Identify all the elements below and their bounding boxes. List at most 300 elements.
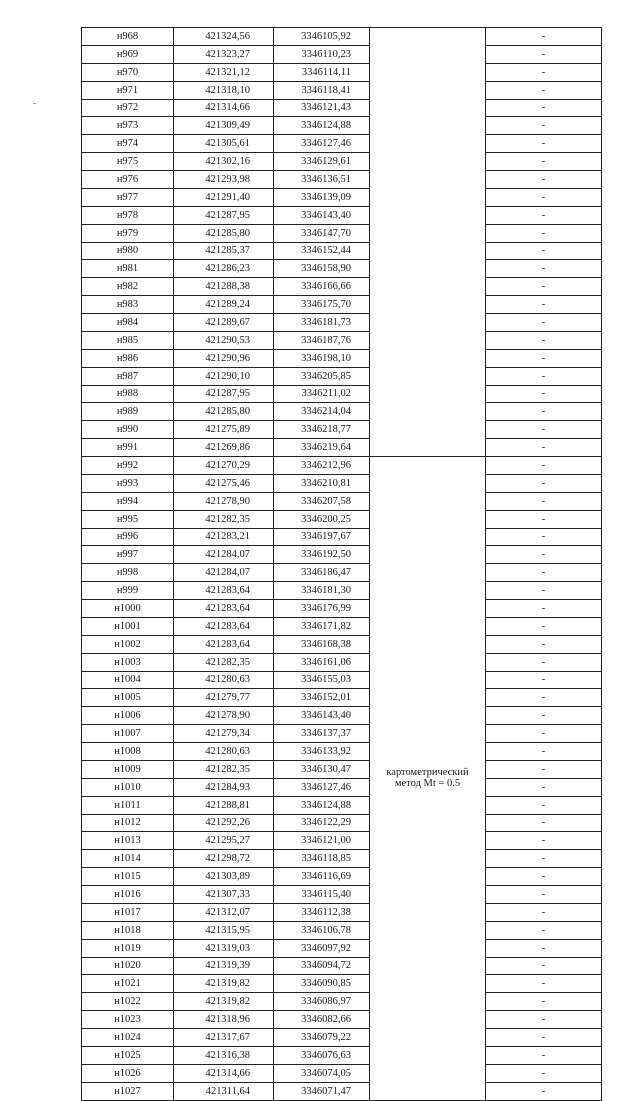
table-row bbox=[82, 314, 602, 332]
x-coordinate-cell: 421269,86 bbox=[174, 439, 274, 457]
y-coordinate-cell: 3346166,66 bbox=[274, 278, 370, 296]
note-cell: - bbox=[486, 528, 602, 546]
point-id-cell: н1017 bbox=[82, 903, 174, 921]
note-cell: - bbox=[486, 546, 602, 564]
point-id-cell: н991 bbox=[82, 439, 174, 457]
point-id-cell: н1005 bbox=[82, 689, 174, 707]
note-cell: - bbox=[486, 224, 602, 242]
x-coordinate-cell: 421284,07 bbox=[174, 546, 274, 564]
point-id-cell: н979 bbox=[82, 224, 174, 242]
point-id-cell: н997 bbox=[82, 546, 174, 564]
point-id-cell: н1007 bbox=[82, 725, 174, 743]
table-row bbox=[82, 439, 602, 457]
x-coordinate-cell: 421303,89 bbox=[174, 868, 274, 886]
point-id-cell: н1012 bbox=[82, 814, 174, 832]
y-coordinate-cell: 3346110,23 bbox=[274, 45, 370, 63]
note-cell: - bbox=[486, 617, 602, 635]
y-coordinate-cell: 3346121,43 bbox=[274, 99, 370, 117]
y-coordinate-cell: 3346187,76 bbox=[274, 331, 370, 349]
point-id-cell: н973 bbox=[82, 117, 174, 135]
table-row bbox=[82, 725, 602, 743]
note-cell: - bbox=[486, 28, 602, 46]
y-coordinate-cell: 3346079,22 bbox=[274, 1029, 370, 1047]
note-cell: - bbox=[486, 45, 602, 63]
x-coordinate-cell: 421291,40 bbox=[174, 188, 274, 206]
point-id-cell: н981 bbox=[82, 260, 174, 278]
y-coordinate-cell: 3346143,40 bbox=[274, 206, 370, 224]
table-row bbox=[82, 796, 602, 814]
note-cell: - bbox=[486, 886, 602, 904]
y-coordinate-cell: 3346114,11 bbox=[274, 63, 370, 81]
note-cell: - bbox=[486, 117, 602, 135]
y-coordinate-cell: 3346118,41 bbox=[274, 81, 370, 99]
note-cell: - bbox=[486, 921, 602, 939]
table-row bbox=[82, 1064, 602, 1082]
table-row bbox=[82, 492, 602, 510]
y-coordinate-cell: 3346186,47 bbox=[274, 564, 370, 582]
table-row bbox=[82, 743, 602, 761]
table-row bbox=[82, 957, 602, 975]
point-id-cell: н1019 bbox=[82, 939, 174, 957]
x-coordinate-cell: 421290,10 bbox=[174, 367, 274, 385]
table-row bbox=[82, 939, 602, 957]
note-cell: - bbox=[486, 1046, 602, 1064]
table-row bbox=[82, 188, 602, 206]
table-row bbox=[82, 814, 602, 832]
note-cell: - bbox=[486, 832, 602, 850]
point-id-cell: н996 bbox=[82, 528, 174, 546]
table-row bbox=[82, 850, 602, 868]
x-coordinate-cell: 421279,34 bbox=[174, 725, 274, 743]
y-coordinate-cell: 3346181,73 bbox=[274, 314, 370, 332]
x-coordinate-cell: 421284,07 bbox=[174, 564, 274, 582]
table-row bbox=[82, 564, 602, 582]
x-coordinate-cell: 421283,64 bbox=[174, 582, 274, 600]
table-row bbox=[82, 635, 602, 653]
note-cell: - bbox=[486, 635, 602, 653]
point-id-cell: н995 bbox=[82, 510, 174, 528]
x-coordinate-cell: 421319,82 bbox=[174, 993, 274, 1011]
table-row bbox=[82, 546, 602, 564]
x-coordinate-cell: 421307,33 bbox=[174, 886, 274, 904]
table-row bbox=[82, 653, 602, 671]
note-cell: - bbox=[486, 474, 602, 492]
x-coordinate-cell: 421275,89 bbox=[174, 421, 274, 439]
table-row bbox=[82, 45, 602, 63]
method-cell: картометрический метод Mt = 0.5 bbox=[370, 457, 486, 1101]
x-coordinate-cell: 421314,66 bbox=[174, 99, 274, 117]
note-cell: - bbox=[486, 385, 602, 403]
point-id-cell: н1011 bbox=[82, 796, 174, 814]
y-coordinate-cell: 3346168,38 bbox=[274, 635, 370, 653]
point-id-cell: н1004 bbox=[82, 671, 174, 689]
note-cell: - bbox=[486, 206, 602, 224]
y-coordinate-cell: 3346071,47 bbox=[274, 1082, 370, 1100]
table-row bbox=[82, 474, 602, 492]
x-coordinate-cell: 421315,95 bbox=[174, 921, 274, 939]
table-row bbox=[82, 63, 602, 81]
y-coordinate-cell: 3346121,00 bbox=[274, 832, 370, 850]
note-cell: - bbox=[486, 510, 602, 528]
table-row bbox=[82, 778, 602, 796]
table-row bbox=[82, 689, 602, 707]
y-coordinate-cell: 3346124,88 bbox=[274, 796, 370, 814]
point-id-cell: н976 bbox=[82, 171, 174, 189]
y-coordinate-cell: 3346219,64 bbox=[274, 439, 370, 457]
y-coordinate-cell: 3346116,69 bbox=[274, 868, 370, 886]
point-id-cell: н1003 bbox=[82, 653, 174, 671]
table-row bbox=[82, 921, 602, 939]
point-id-cell: н989 bbox=[82, 403, 174, 421]
coordinates-table-body bbox=[82, 28, 602, 1101]
x-coordinate-cell: 421305,61 bbox=[174, 135, 274, 153]
x-coordinate-cell: 421270,29 bbox=[174, 457, 274, 475]
note-cell: - bbox=[486, 903, 602, 921]
point-id-cell: н972 bbox=[82, 99, 174, 117]
note-cell: - bbox=[486, 439, 602, 457]
table-row bbox=[82, 868, 602, 886]
table-row bbox=[82, 1046, 602, 1064]
y-coordinate-cell: 3346105,92 bbox=[274, 28, 370, 46]
point-id-cell: н998 bbox=[82, 564, 174, 582]
table-row bbox=[82, 993, 602, 1011]
point-id-cell: н990 bbox=[82, 421, 174, 439]
note-cell: - bbox=[486, 600, 602, 618]
y-coordinate-cell: 3346161,06 bbox=[274, 653, 370, 671]
x-coordinate-cell: 421309,49 bbox=[174, 117, 274, 135]
x-coordinate-cell: 421290,96 bbox=[174, 349, 274, 367]
note-cell: - bbox=[486, 242, 602, 260]
method-cell-empty bbox=[370, 28, 486, 457]
point-id-cell: н1008 bbox=[82, 743, 174, 761]
y-coordinate-cell: 3346147,70 bbox=[274, 224, 370, 242]
table-row bbox=[82, 28, 602, 46]
point-id-cell: н987 bbox=[82, 367, 174, 385]
note-cell: - bbox=[486, 975, 602, 993]
table-row bbox=[82, 832, 602, 850]
x-coordinate-cell: 421290,53 bbox=[174, 331, 274, 349]
y-coordinate-cell: 3346136,51 bbox=[274, 171, 370, 189]
table-row bbox=[82, 421, 602, 439]
point-id-cell: н977 bbox=[82, 188, 174, 206]
y-coordinate-cell: 3346176,99 bbox=[274, 600, 370, 618]
x-coordinate-cell: 421295,27 bbox=[174, 832, 274, 850]
y-coordinate-cell: 3346211,02 bbox=[274, 385, 370, 403]
note-cell: - bbox=[486, 850, 602, 868]
x-coordinate-cell: 421318,10 bbox=[174, 81, 274, 99]
note-cell: - bbox=[486, 153, 602, 171]
y-coordinate-cell: 3346152,44 bbox=[274, 242, 370, 260]
note-cell: - bbox=[486, 63, 602, 81]
y-coordinate-cell: 3346137,37 bbox=[274, 725, 370, 743]
y-coordinate-cell: 3346133,92 bbox=[274, 743, 370, 761]
x-coordinate-cell: 421287,95 bbox=[174, 385, 274, 403]
note-cell: - bbox=[486, 868, 602, 886]
table-row bbox=[82, 886, 602, 904]
note-cell: - bbox=[486, 260, 602, 278]
note-cell: - bbox=[486, 403, 602, 421]
note-cell: - bbox=[486, 349, 602, 367]
point-id-cell: н1010 bbox=[82, 778, 174, 796]
point-id-cell: н1018 bbox=[82, 921, 174, 939]
table-row bbox=[82, 331, 602, 349]
table-row bbox=[82, 671, 602, 689]
y-coordinate-cell: 3346152,01 bbox=[274, 689, 370, 707]
point-id-cell: н1022 bbox=[82, 993, 174, 1011]
note-cell: - bbox=[486, 278, 602, 296]
point-id-cell: н1013 bbox=[82, 832, 174, 850]
x-coordinate-cell: 421288,81 bbox=[174, 796, 274, 814]
y-coordinate-cell: 3346143,40 bbox=[274, 707, 370, 725]
point-id-cell: н1016 bbox=[82, 886, 174, 904]
y-coordinate-cell: 3346094,72 bbox=[274, 957, 370, 975]
x-coordinate-cell: 421311,64 bbox=[174, 1082, 274, 1100]
note-cell: - bbox=[486, 653, 602, 671]
table-row bbox=[82, 81, 602, 99]
x-coordinate-cell: 421314,66 bbox=[174, 1064, 274, 1082]
y-coordinate-cell: 3346097,92 bbox=[274, 939, 370, 957]
y-coordinate-cell: 3346181,30 bbox=[274, 582, 370, 600]
table-row bbox=[82, 349, 602, 367]
table-row bbox=[82, 385, 602, 403]
x-coordinate-cell: 421279,77 bbox=[174, 689, 274, 707]
note-cell: - bbox=[486, 993, 602, 1011]
point-id-cell: н1024 bbox=[82, 1029, 174, 1047]
coordinates-table bbox=[81, 27, 602, 1101]
x-coordinate-cell: 421283,64 bbox=[174, 635, 274, 653]
point-id-cell: н988 bbox=[82, 385, 174, 403]
y-coordinate-cell: 3346127,46 bbox=[274, 135, 370, 153]
x-coordinate-cell: 421298,72 bbox=[174, 850, 274, 868]
note-cell: - bbox=[486, 171, 602, 189]
y-coordinate-cell: 3346122,29 bbox=[274, 814, 370, 832]
x-coordinate-cell: 421321,12 bbox=[174, 63, 274, 81]
x-coordinate-cell: 421292,26 bbox=[174, 814, 274, 832]
note-cell: - bbox=[486, 760, 602, 778]
x-coordinate-cell: 421285,80 bbox=[174, 403, 274, 421]
table-row bbox=[82, 1082, 602, 1100]
point-id-cell: н1006 bbox=[82, 707, 174, 725]
point-id-cell: н1025 bbox=[82, 1046, 174, 1064]
y-coordinate-cell: 3346192,50 bbox=[274, 546, 370, 564]
x-coordinate-cell: 421280,63 bbox=[174, 671, 274, 689]
note-cell: - bbox=[486, 188, 602, 206]
point-id-cell: н980 bbox=[82, 242, 174, 260]
y-coordinate-cell: 3346171,82 bbox=[274, 617, 370, 635]
table-row bbox=[82, 600, 602, 618]
note-cell: - bbox=[486, 743, 602, 761]
note-cell: - bbox=[486, 814, 602, 832]
x-coordinate-cell: 421319,82 bbox=[174, 975, 274, 993]
table-row bbox=[82, 99, 602, 117]
x-coordinate-cell: 421280,63 bbox=[174, 743, 274, 761]
y-coordinate-cell: 3346158,90 bbox=[274, 260, 370, 278]
y-coordinate-cell: 3346124,88 bbox=[274, 117, 370, 135]
x-coordinate-cell: 421282,35 bbox=[174, 510, 274, 528]
table-row bbox=[82, 171, 602, 189]
note-cell: - bbox=[486, 564, 602, 582]
point-id-cell: н1014 bbox=[82, 850, 174, 868]
point-id-cell: н986 bbox=[82, 349, 174, 367]
table-row bbox=[82, 760, 602, 778]
table-row bbox=[82, 528, 602, 546]
x-coordinate-cell: 421302,16 bbox=[174, 153, 274, 171]
y-coordinate-cell: 3346210,81 bbox=[274, 474, 370, 492]
point-id-cell: н1001 bbox=[82, 617, 174, 635]
point-id-cell: н1023 bbox=[82, 1011, 174, 1029]
y-coordinate-cell: 3346086,97 bbox=[274, 993, 370, 1011]
point-id-cell: н1021 bbox=[82, 975, 174, 993]
note-cell: - bbox=[486, 707, 602, 725]
y-coordinate-cell: 3346197,67 bbox=[274, 528, 370, 546]
note-cell: - bbox=[486, 778, 602, 796]
note-cell: - bbox=[486, 796, 602, 814]
x-coordinate-cell: 421283,21 bbox=[174, 528, 274, 546]
y-coordinate-cell: 3346205,85 bbox=[274, 367, 370, 385]
note-cell: - bbox=[486, 582, 602, 600]
y-coordinate-cell: 3346106,78 bbox=[274, 921, 370, 939]
table-row bbox=[82, 1029, 602, 1047]
y-coordinate-cell: 3346207,58 bbox=[274, 492, 370, 510]
note-cell: - bbox=[486, 421, 602, 439]
x-coordinate-cell: 421282,35 bbox=[174, 760, 274, 778]
x-coordinate-cell: 421287,95 bbox=[174, 206, 274, 224]
note-cell: - bbox=[486, 957, 602, 975]
y-coordinate-cell: 3346139,09 bbox=[274, 188, 370, 206]
table-row bbox=[82, 117, 602, 135]
x-coordinate-cell: 421324,56 bbox=[174, 28, 274, 46]
point-id-cell: н978 bbox=[82, 206, 174, 224]
table-row bbox=[82, 975, 602, 993]
note-cell: - bbox=[486, 135, 602, 153]
point-id-cell: н970 bbox=[82, 63, 174, 81]
y-coordinate-cell: 3346129,61 bbox=[274, 153, 370, 171]
point-id-cell: н983 bbox=[82, 296, 174, 314]
note-cell: - bbox=[486, 367, 602, 385]
note-cell: - bbox=[486, 81, 602, 99]
point-id-cell: н1026 bbox=[82, 1064, 174, 1082]
x-coordinate-cell: 421317,67 bbox=[174, 1029, 274, 1047]
y-coordinate-cell: 3346175,70 bbox=[274, 296, 370, 314]
table-row bbox=[82, 206, 602, 224]
point-id-cell: н974 bbox=[82, 135, 174, 153]
note-cell: - bbox=[486, 99, 602, 117]
x-coordinate-cell: 421288,38 bbox=[174, 278, 274, 296]
y-coordinate-cell: 3346074,05 bbox=[274, 1064, 370, 1082]
x-coordinate-cell: 421278,90 bbox=[174, 707, 274, 725]
y-coordinate-cell: 3346090,85 bbox=[274, 975, 370, 993]
note-cell: - bbox=[486, 725, 602, 743]
y-coordinate-cell: 3346115,40 bbox=[274, 886, 370, 904]
y-coordinate-cell: 3346082,66 bbox=[274, 1011, 370, 1029]
y-coordinate-cell: 3346218,77 bbox=[274, 421, 370, 439]
x-coordinate-cell: 421285,80 bbox=[174, 224, 274, 242]
point-id-cell: н992 bbox=[82, 457, 174, 475]
x-coordinate-cell: 421278,90 bbox=[174, 492, 274, 510]
y-coordinate-cell: 3346076,63 bbox=[274, 1046, 370, 1064]
x-coordinate-cell: 421312,07 bbox=[174, 903, 274, 921]
table-row bbox=[82, 403, 602, 421]
y-coordinate-cell: 3346112,38 bbox=[274, 903, 370, 921]
point-id-cell: н982 bbox=[82, 278, 174, 296]
note-cell: - bbox=[486, 689, 602, 707]
point-id-cell: н1027 bbox=[82, 1082, 174, 1100]
y-coordinate-cell: 3346200,25 bbox=[274, 510, 370, 528]
point-id-cell: н975 bbox=[82, 153, 174, 171]
point-id-cell: н969 bbox=[82, 45, 174, 63]
table-row bbox=[82, 242, 602, 260]
point-id-cell: н984 bbox=[82, 314, 174, 332]
x-coordinate-cell: 421289,67 bbox=[174, 314, 274, 332]
y-coordinate-cell: 3346130,47 bbox=[274, 760, 370, 778]
point-id-cell: н1002 bbox=[82, 635, 174, 653]
table-row bbox=[82, 296, 602, 314]
note-cell: - bbox=[486, 457, 602, 475]
point-id-cell: н993 bbox=[82, 474, 174, 492]
x-coordinate-cell: 421282,35 bbox=[174, 653, 274, 671]
x-coordinate-cell: 421286,23 bbox=[174, 260, 274, 278]
y-coordinate-cell: 3346127,46 bbox=[274, 778, 370, 796]
note-cell: - bbox=[486, 1011, 602, 1029]
y-coordinate-cell: 3346118,85 bbox=[274, 850, 370, 868]
y-coordinate-cell: 3346214,04 bbox=[274, 403, 370, 421]
table-row bbox=[82, 278, 602, 296]
table-row bbox=[82, 135, 602, 153]
note-cell: - bbox=[486, 1029, 602, 1047]
note-cell: - bbox=[486, 939, 602, 957]
note-cell: - bbox=[486, 296, 602, 314]
table-row bbox=[82, 617, 602, 635]
point-id-cell: н985 bbox=[82, 331, 174, 349]
table-row bbox=[82, 903, 602, 921]
y-coordinate-cell: 3346212,96 bbox=[274, 457, 370, 475]
note-cell: - bbox=[486, 492, 602, 510]
x-coordinate-cell: 421275,46 bbox=[174, 474, 274, 492]
point-id-cell: н1009 bbox=[82, 760, 174, 778]
x-coordinate-cell: 421318,96 bbox=[174, 1011, 274, 1029]
table-row bbox=[82, 510, 602, 528]
y-coordinate-cell: 3346198,10 bbox=[274, 349, 370, 367]
note-cell: - bbox=[486, 671, 602, 689]
table-row bbox=[82, 582, 602, 600]
table-row bbox=[82, 224, 602, 242]
point-id-cell: н994 bbox=[82, 492, 174, 510]
x-coordinate-cell: 421319,03 bbox=[174, 939, 274, 957]
point-id-cell: н968 bbox=[82, 28, 174, 46]
note-cell: - bbox=[486, 314, 602, 332]
x-coordinate-cell: 421283,64 bbox=[174, 600, 274, 618]
margin-mark bbox=[33, 103, 36, 104]
note-cell: - bbox=[486, 331, 602, 349]
point-id-cell: н999 bbox=[82, 582, 174, 600]
note-cell: - bbox=[486, 1082, 602, 1100]
x-coordinate-cell: 421323,27 bbox=[174, 45, 274, 63]
table-row bbox=[82, 260, 602, 278]
x-coordinate-cell: 421316,38 bbox=[174, 1046, 274, 1064]
note-cell: - bbox=[486, 1064, 602, 1082]
table-row bbox=[82, 457, 602, 475]
table-row bbox=[82, 153, 602, 171]
point-id-cell: н1000 bbox=[82, 600, 174, 618]
table-row bbox=[82, 367, 602, 385]
x-coordinate-cell: 421285,37 bbox=[174, 242, 274, 260]
y-coordinate-cell: 3346155,03 bbox=[274, 671, 370, 689]
point-id-cell: н1015 bbox=[82, 868, 174, 886]
x-coordinate-cell: 421289,24 bbox=[174, 296, 274, 314]
point-id-cell: н1020 bbox=[82, 957, 174, 975]
table-row bbox=[82, 707, 602, 725]
x-coordinate-cell: 421293,98 bbox=[174, 171, 274, 189]
